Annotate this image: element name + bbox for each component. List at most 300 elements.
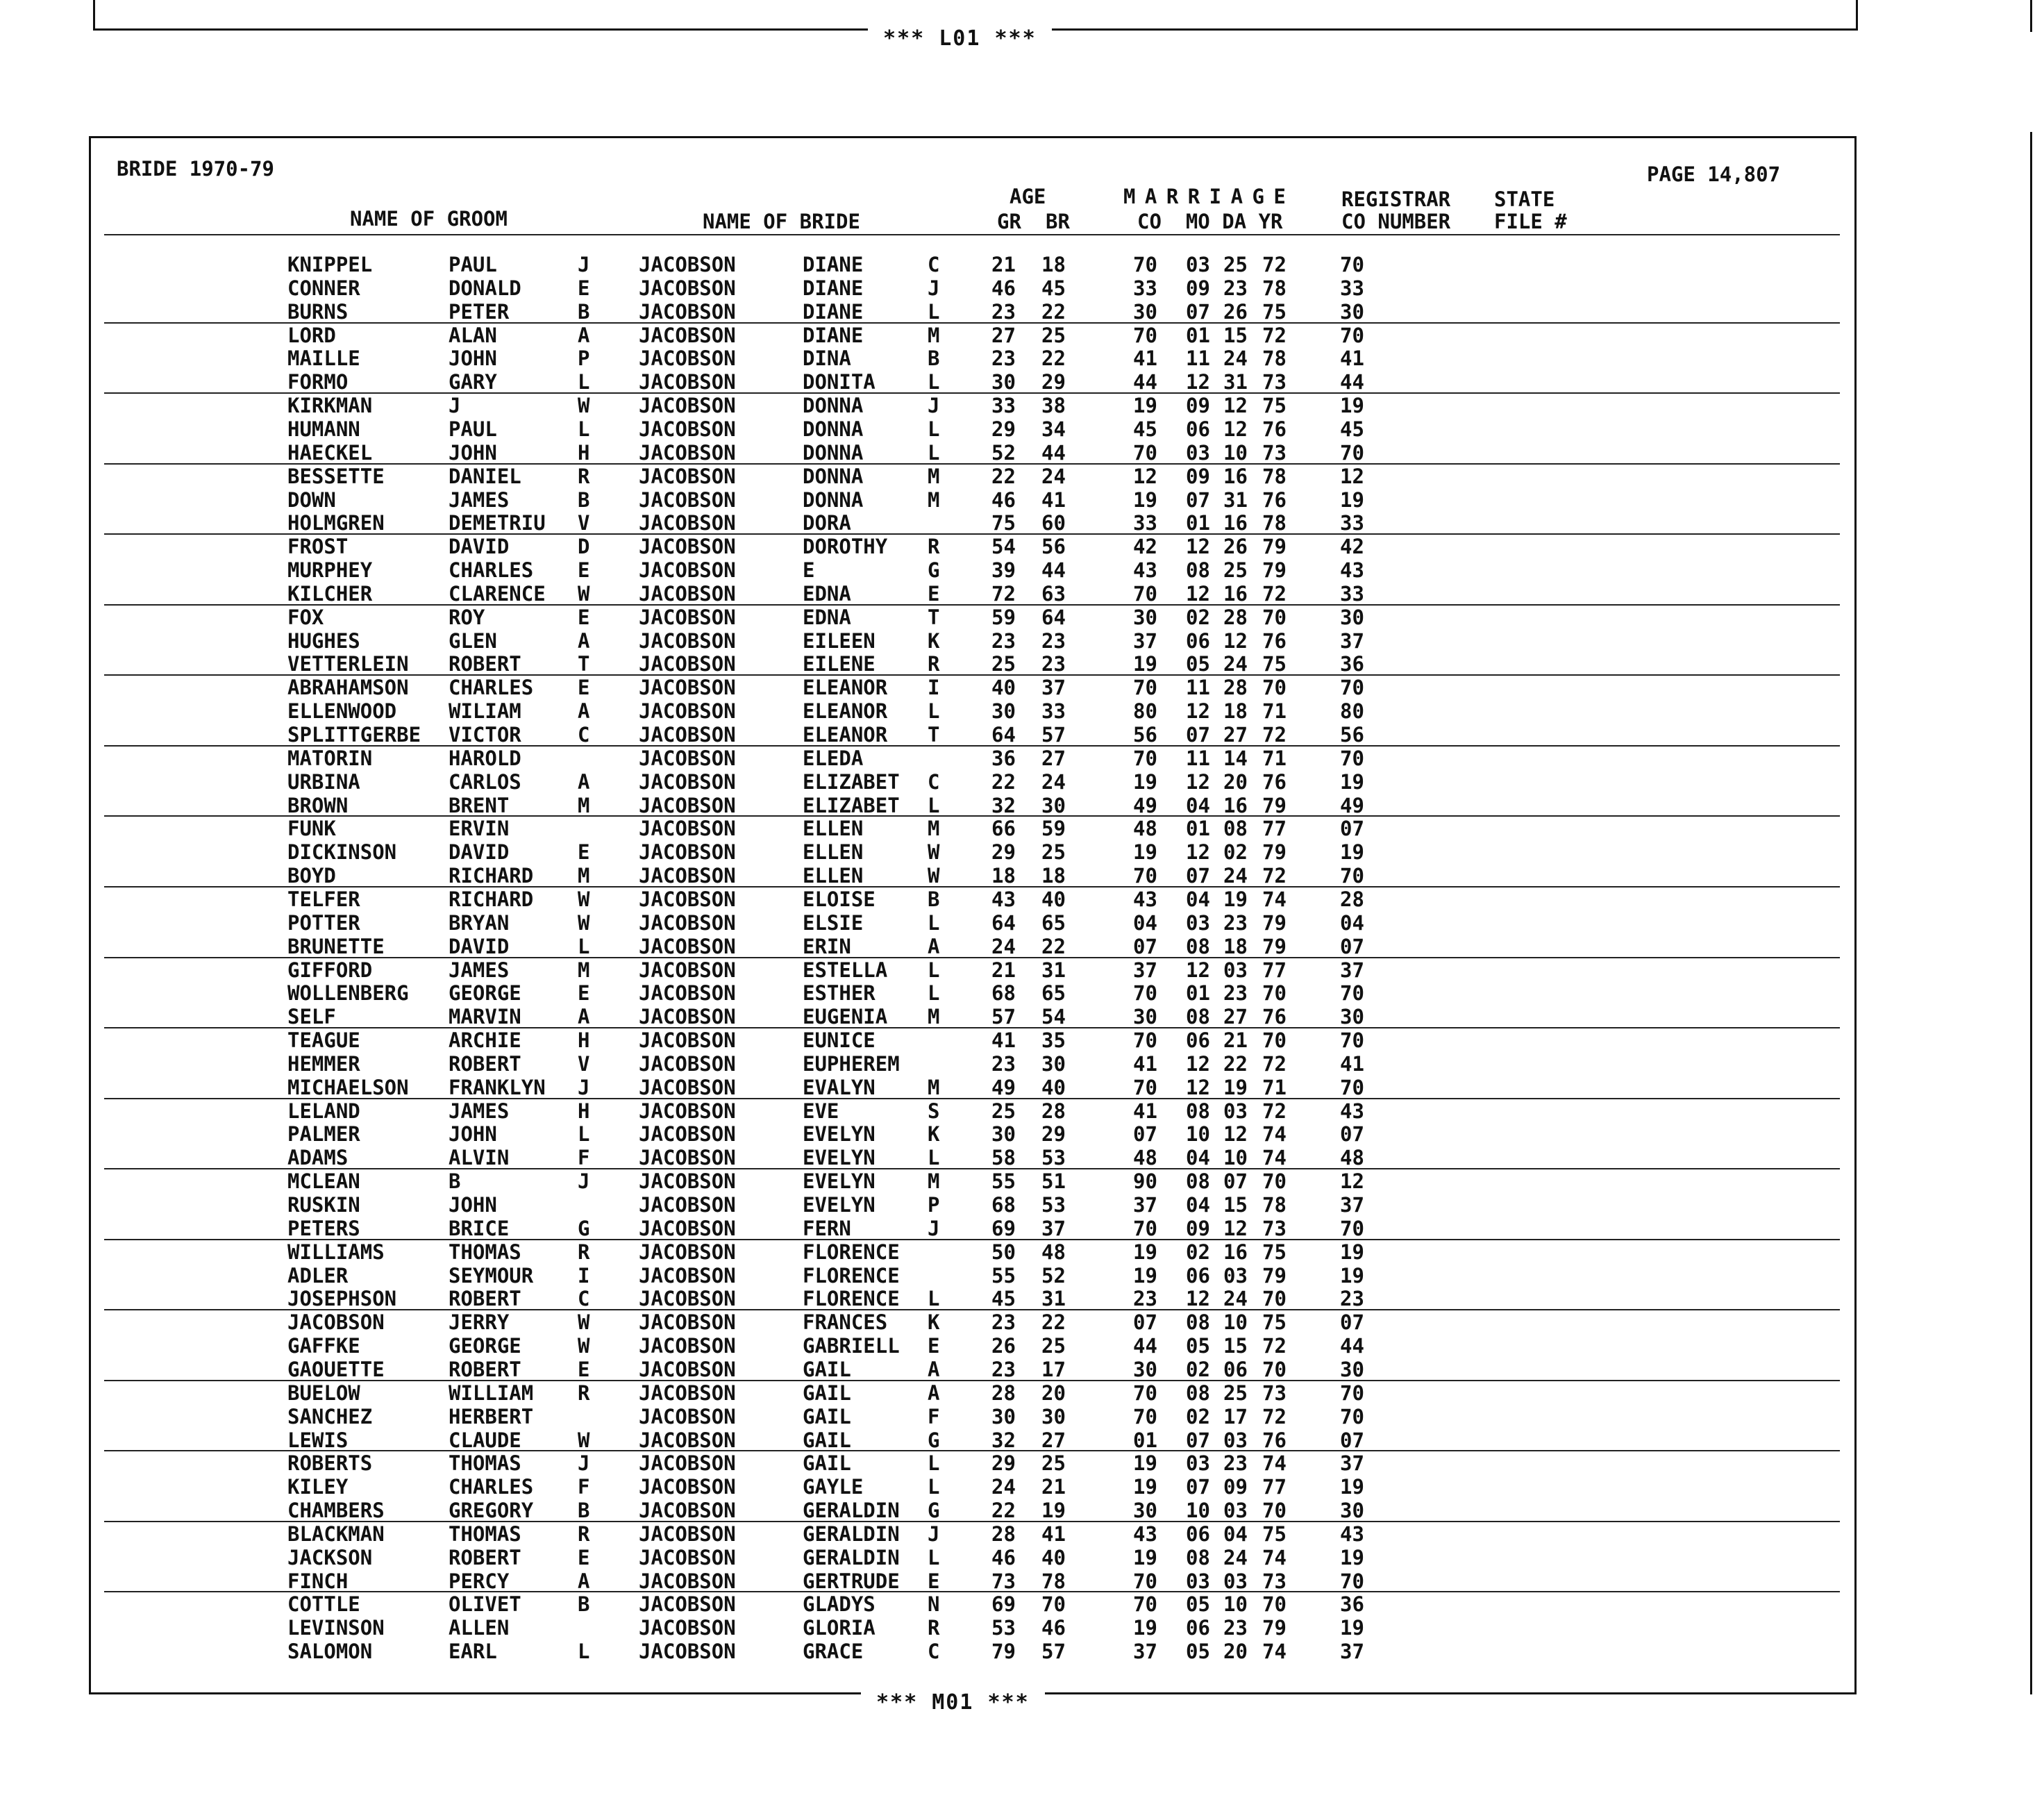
bride-initial: I	[928, 676, 940, 700]
marriage-month: 01	[1186, 981, 1210, 1006]
marriage-month: 02	[1186, 1357, 1210, 1381]
marriage-year: 78	[1262, 464, 1287, 488]
bride-last-name: JACOBSON	[639, 1005, 736, 1029]
marriage-month: 12	[1186, 1051, 1210, 1076]
marriage-year: 76	[1262, 1005, 1287, 1029]
groom-age: 69	[991, 1216, 1016, 1240]
groom-last-name: GAOUETTE	[287, 1357, 385, 1381]
marriage-county: 37	[1133, 1193, 1157, 1217]
groom-first-name: HERBERT	[449, 1404, 534, 1428]
bride-age: 78	[1041, 1569, 1066, 1593]
bride-age: 60	[1041, 511, 1066, 535]
groom-age: 72	[991, 581, 1016, 606]
bride-age: 35	[1041, 1028, 1066, 1053]
marriage-month: 03	[1186, 440, 1210, 465]
groom-last-name: ADAMS	[287, 1146, 349, 1170]
groom-initial: W	[578, 1334, 590, 1358]
page-number: PAGE 14,807	[1647, 162, 1781, 186]
groom-last-name: PETERS	[287, 1216, 360, 1240]
groom-initial: J	[578, 253, 590, 276]
groom-first-name: GARY	[449, 370, 497, 394]
marriage-year: 78	[1262, 276, 1287, 300]
registrar-county: 43	[1340, 1522, 1364, 1546]
bride-last-name: JACOBSON	[639, 958, 736, 982]
groom-age: 68	[991, 1193, 1016, 1217]
marriage-county: 70	[1133, 253, 1157, 276]
marriage-day: 21	[1223, 1028, 1248, 1053]
bride-initial: W	[928, 840, 940, 865]
marriage-month: 07	[1186, 1475, 1210, 1499]
bride-first-name: DONNA	[803, 394, 864, 418]
groom-last-name: SELF	[287, 1005, 336, 1029]
groom-initial: R	[578, 464, 590, 488]
marriage-day: 24	[1223, 864, 1248, 888]
groom-age: 29	[991, 417, 1016, 441]
groom-last-name: CONNER	[287, 276, 360, 300]
bride-first-name: GAIL	[803, 1381, 851, 1405]
bride-first-name: ELEDA	[803, 746, 864, 770]
marriage-year: 72	[1262, 253, 1287, 276]
groom-initial: H	[578, 440, 590, 465]
marriage-county: 48	[1133, 817, 1157, 841]
marriage-month: 02	[1186, 1404, 1210, 1428]
groom-age: 32	[991, 793, 1016, 817]
groom-initial: A	[578, 1569, 590, 1593]
registrar-county: 19	[1340, 1545, 1364, 1569]
marriage-month: 12	[1186, 370, 1210, 394]
marriage-day: 10	[1223, 1592, 1248, 1617]
marriage-county: 70	[1133, 1075, 1157, 1099]
marriage-county: 45	[1133, 417, 1157, 441]
marriage-day: 20	[1223, 769, 1248, 794]
groom-age: 64	[991, 910, 1016, 935]
bride-age: 54	[1041, 1005, 1066, 1029]
bride-last-name: JACOBSON	[639, 1310, 736, 1335]
marriage-county: 44	[1133, 1334, 1157, 1358]
marriage-day: 12	[1223, 394, 1248, 418]
bride-last-name: JACOBSON	[639, 464, 736, 488]
groom-last-name: ELLENWOOD	[287, 699, 397, 724]
registrar-county: 70	[1340, 1569, 1364, 1593]
bride-last-name: JACOBSON	[639, 864, 736, 888]
groom-age: 52	[991, 440, 1016, 465]
bride-first-name: FLORENCE	[803, 1263, 900, 1288]
marriage-year: 77	[1262, 1475, 1287, 1499]
bride-initial: L	[928, 910, 940, 935]
registrar-county: 70	[1340, 1075, 1364, 1099]
marriage-county: 33	[1133, 511, 1157, 535]
marriage-county: 48	[1133, 1146, 1157, 1170]
bride-last-name: JACOBSON	[639, 394, 736, 418]
groom-last-name: WILLIAMS	[287, 1240, 385, 1264]
marriage-day: 18	[1223, 699, 1248, 724]
bride-first-name: DIANE	[803, 299, 864, 324]
groom-initial: J	[578, 1451, 590, 1476]
marriage-year: 74	[1262, 887, 1287, 911]
registrar-county: 37	[1340, 1193, 1364, 1217]
bride-first-name: EVELYN	[803, 1169, 876, 1194]
marriage-county: 30	[1133, 299, 1157, 324]
groom-last-name: FOX	[287, 605, 324, 629]
registrar-county: 30	[1340, 299, 1364, 324]
top-page-marker: *** L01 ***	[868, 26, 1052, 51]
groom-first-name: BRYAN	[449, 910, 510, 935]
marriage-county: 80	[1133, 699, 1157, 724]
marriage-year: 76	[1262, 628, 1287, 653]
marriage-year: 72	[1262, 1334, 1287, 1358]
bride-last-name: JACOBSON	[639, 1592, 736, 1617]
bride-first-name: GAIL	[803, 1357, 851, 1381]
marriage-month: 06	[1186, 417, 1210, 441]
bride-first-name: GERALDIN	[803, 1522, 900, 1546]
groom-first-name: VICTOR	[449, 723, 521, 747]
groom-last-name: LEVINSON	[287, 1616, 385, 1640]
marriage-county: 70	[1133, 1592, 1157, 1617]
bride-first-name: GAYLE	[803, 1475, 864, 1499]
marriage-year: 71	[1262, 746, 1287, 770]
registrar-county: 48	[1340, 1146, 1364, 1170]
bride-age: 25	[1041, 1451, 1066, 1476]
bride-last-name: JACOBSON	[639, 1263, 736, 1288]
groom-last-name: MURPHEY	[287, 558, 373, 583]
bride-age: 27	[1041, 1428, 1066, 1452]
bride-first-name: GERALDIN	[803, 1545, 900, 1569]
groom-first-name: ALVIN	[449, 1146, 510, 1170]
group-separator	[104, 1591, 1840, 1592]
groom-last-name: HEMMER	[287, 1051, 360, 1076]
groom-first-name: PAUL	[449, 253, 497, 276]
bride-age: 33	[1041, 699, 1066, 724]
groom-initial: H	[578, 1099, 590, 1123]
marriage-county: 19	[1133, 840, 1157, 865]
registrar-county: 70	[1340, 676, 1364, 700]
registrar-county: 70	[1340, 440, 1364, 465]
groom-initial: C	[578, 723, 590, 747]
marriage-day: 08	[1223, 817, 1248, 841]
groom-first-name: ROBERT	[449, 652, 521, 676]
bride-age: 22	[1041, 299, 1066, 324]
groom-first-name: JOHN	[449, 440, 497, 465]
groom-first-name: ALLEN	[449, 1616, 510, 1640]
registrar-county: 80	[1340, 699, 1364, 724]
group-separator	[104, 322, 1840, 324]
bride-first-name: ELLEN	[803, 864, 864, 888]
marriage-month: 12	[1186, 769, 1210, 794]
marriage-month: 12	[1186, 699, 1210, 724]
marriage-month: 08	[1186, 934, 1210, 958]
groom-first-name: ROBERT	[449, 1357, 521, 1381]
bride-first-name: EVELYN	[803, 1146, 876, 1170]
marriage-day: 20	[1223, 1640, 1248, 1664]
marriage-day: 24	[1223, 347, 1248, 371]
bride-age: 30	[1041, 1404, 1066, 1428]
marriage-year: 70	[1262, 1357, 1287, 1381]
groom-last-name: FROST	[287, 535, 349, 559]
registrar-county: 70	[1340, 1216, 1364, 1240]
marriage-year: 74	[1262, 1640, 1287, 1664]
marriage-year: 79	[1262, 1263, 1287, 1288]
groom-first-name: BRICE	[449, 1216, 510, 1240]
bride-age: 40	[1041, 887, 1066, 911]
state-header: STATE	[1494, 188, 1555, 211]
groom-age: 23	[991, 347, 1016, 371]
marriage-county: 44	[1133, 370, 1157, 394]
groom-first-name: WILLIAM	[449, 1381, 534, 1405]
groom-first-name: JAMES	[449, 488, 510, 512]
marriage-month: 12	[1186, 535, 1210, 559]
registrar-county: 12	[1340, 1169, 1364, 1194]
group-separator	[104, 1168, 1840, 1169]
bride-age: 57	[1041, 1640, 1066, 1664]
bride-last-name: JACOBSON	[639, 840, 736, 865]
bride-last-name: JACOBSON	[639, 1616, 736, 1640]
marriage-county: 70	[1133, 1381, 1157, 1405]
bride-first-name: ELEANOR	[803, 676, 888, 700]
groom-age: 26	[991, 1334, 1016, 1358]
bride-last-name: JACOBSON	[639, 1051, 736, 1076]
marriage-month: 10	[1186, 1122, 1210, 1147]
groom-last-name: LEWIS	[287, 1428, 349, 1452]
marriage-month: 03	[1186, 910, 1210, 935]
registrar-county: 45	[1340, 417, 1364, 441]
marriage-month: 12	[1186, 1075, 1210, 1099]
bride-age: 34	[1041, 417, 1066, 441]
bride-initial: K	[928, 628, 940, 653]
marriage-day: 03	[1223, 1263, 1248, 1288]
marriage-year: 79	[1262, 793, 1287, 817]
bride-initial: S	[928, 1099, 940, 1123]
groom-first-name: CHARLES	[449, 1475, 534, 1499]
groom-age: 58	[991, 1146, 1016, 1170]
bride-initial: M	[928, 1075, 940, 1099]
groom-first-name: CHARLES	[449, 558, 534, 583]
bride-initial: E	[928, 1334, 940, 1358]
bride-last-name: JACOBSON	[639, 1404, 736, 1428]
bride-first-name: ELEANOR	[803, 723, 888, 747]
groom-initial: F	[578, 1475, 590, 1499]
bride-last-name: JACOBSON	[639, 1475, 736, 1499]
marriage-county: 30	[1133, 1005, 1157, 1029]
bride-initial: L	[928, 1146, 940, 1170]
marriage-day: 23	[1223, 910, 1248, 935]
groom-first-name: DONALD	[449, 276, 521, 300]
marriage-county: 37	[1133, 1640, 1157, 1664]
marriage-day: 24	[1223, 1287, 1248, 1311]
bride-initial: M	[928, 488, 940, 512]
marriage-year: 75	[1262, 299, 1287, 324]
groom-age: 54	[991, 535, 1016, 559]
bride-age: 48	[1041, 1240, 1066, 1264]
marriage-month: 06	[1186, 1616, 1210, 1640]
registrar-county: 19	[1340, 769, 1364, 794]
marriage-year: 70	[1262, 676, 1287, 700]
registrar-county: 70	[1340, 1381, 1364, 1405]
marriage-county: 37	[1133, 958, 1157, 982]
marriage-year: 73	[1262, 1381, 1287, 1405]
header-rule	[104, 234, 1840, 235]
marriage-month: 02	[1186, 605, 1210, 629]
registrar-county: 42	[1340, 535, 1364, 559]
marriage-header: M A R R I A G E	[1123, 185, 1286, 208]
marriage-year: 76	[1262, 488, 1287, 512]
groom-last-name: VETTERLEIN	[287, 652, 409, 676]
groom-first-name: JOHN	[449, 1193, 497, 1217]
bride-initial: E	[928, 1569, 940, 1593]
marriage-year: 72	[1262, 1099, 1287, 1123]
registrar-county: 07	[1340, 817, 1364, 841]
groom-age: 30	[991, 1404, 1016, 1428]
marriage-year: 76	[1262, 1428, 1287, 1452]
groom-initial: L	[578, 1640, 590, 1664]
bride-last-name: JACOBSON	[639, 1451, 736, 1476]
groom-initial: L	[578, 1122, 590, 1147]
bride-first-name: FLORENCE	[803, 1287, 900, 1311]
groom-initial: B	[578, 488, 590, 512]
bride-age: 22	[1041, 1310, 1066, 1335]
marriage-month: 08	[1186, 1545, 1210, 1569]
groom-last-name: COTTLE	[287, 1592, 360, 1617]
bride-initial: L	[928, 440, 940, 465]
bride-first-name: EUGENIA	[803, 1005, 888, 1029]
bride-last-name: JACOBSON	[639, 1381, 736, 1405]
groom-last-name: HUGHES	[287, 628, 360, 653]
marriage-county: 12	[1133, 464, 1157, 488]
bride-first-name: EDNA	[803, 605, 851, 629]
marriage-day: 16	[1223, 1240, 1248, 1264]
marriage-day: 19	[1223, 1075, 1248, 1099]
marriage-day: 10	[1223, 1146, 1248, 1170]
bride-age: 65	[1041, 910, 1066, 935]
groom-initial: L	[578, 417, 590, 441]
bride-last-name: JACOBSON	[639, 511, 736, 535]
marriage-day: 31	[1223, 488, 1248, 512]
groom-last-name: LELAND	[287, 1099, 360, 1123]
groom-age: 24	[991, 1475, 1016, 1499]
groom-age: 57	[991, 1005, 1016, 1029]
groom-last-name: DICKINSON	[287, 840, 397, 865]
age-gr-header: GR	[997, 210, 1021, 233]
marriage-county: 19	[1133, 1451, 1157, 1476]
groom-initial: V	[578, 1051, 590, 1076]
marriage-county: 19	[1133, 488, 1157, 512]
group-separator	[104, 815, 1840, 817]
bride-last-name: JACOBSON	[639, 253, 736, 276]
bride-first-name: GAIL	[803, 1404, 851, 1428]
groom-last-name: BURNS	[287, 299, 349, 324]
bride-age: 20	[1041, 1381, 1066, 1405]
marriage-year: 78	[1262, 1193, 1287, 1217]
bride-last-name: JACOBSON	[639, 817, 736, 841]
bride-initial: L	[928, 793, 940, 817]
groom-last-name: BRUNETTE	[287, 934, 385, 958]
bride-first-name: EVELYN	[803, 1193, 876, 1217]
marriage-day: 27	[1223, 723, 1248, 747]
bride-last-name: JACOBSON	[639, 276, 736, 300]
marriage-day: 25	[1223, 1381, 1248, 1405]
marriage-year: 76	[1262, 417, 1287, 441]
groom-initial: J	[578, 1169, 590, 1194]
marriage-day: 03	[1223, 1499, 1248, 1523]
marriage-day: 18	[1223, 934, 1248, 958]
marriage-day: 28	[1223, 605, 1248, 629]
bride-first-name: ELIZABET	[803, 769, 900, 794]
marriage-month: 09	[1186, 464, 1210, 488]
groom-initial: L	[578, 934, 590, 958]
registrar-county: 49	[1340, 793, 1364, 817]
bride-first-name: DONNA	[803, 464, 864, 488]
groom-first-name: RICHARD	[449, 887, 534, 911]
registrar-county: 44	[1340, 1334, 1364, 1358]
marriage-county: 42	[1133, 535, 1157, 559]
bride-initial: L	[928, 1475, 940, 1499]
bride-age: 52	[1041, 1263, 1066, 1288]
bride-age: 22	[1041, 347, 1066, 371]
marriage-county: 37	[1133, 628, 1157, 653]
bride-initial: G	[928, 558, 940, 583]
groom-first-name: CARLOS	[449, 769, 521, 794]
bride-age: 31	[1041, 1287, 1066, 1311]
marriage-day: 03	[1223, 1569, 1248, 1593]
marriage-year: 75	[1262, 1522, 1287, 1546]
registrar-county: 70	[1340, 981, 1364, 1006]
bride-initial: J	[928, 1216, 940, 1240]
marriage-year: 75	[1262, 1310, 1287, 1335]
marriage-county: 70	[1133, 1404, 1157, 1428]
registrar-county: 43	[1340, 558, 1364, 583]
groom-initial: A	[578, 323, 590, 347]
bride-last-name: JACOBSON	[639, 1146, 736, 1170]
groom-last-name: GAFFKE	[287, 1334, 360, 1358]
groom-name-header: NAME OF GROOM	[350, 207, 508, 231]
bride-first-name: DONNA	[803, 488, 864, 512]
marriage-day: 15	[1223, 1193, 1248, 1217]
marriage-day: 16	[1223, 464, 1248, 488]
groom-last-name: CHAMBERS	[287, 1499, 385, 1523]
marriage-county: 70	[1133, 1569, 1157, 1593]
marriage-year: 77	[1262, 817, 1287, 841]
bride-first-name: DIANE	[803, 276, 864, 300]
marriage-month: 04	[1186, 1146, 1210, 1170]
registrar-county: 28	[1340, 887, 1364, 911]
groom-age: 29	[991, 1451, 1016, 1476]
registrar-county: 19	[1340, 1475, 1364, 1499]
groom-first-name: MARVIN	[449, 1005, 521, 1029]
bride-first-name: DIANE	[803, 323, 864, 347]
groom-last-name: MATORIN	[287, 746, 373, 770]
groom-initial: A	[578, 699, 590, 724]
groom-first-name: ROBERT	[449, 1545, 521, 1569]
groom-first-name: JAMES	[449, 1099, 510, 1123]
marriage-month: 11	[1186, 746, 1210, 770]
bride-age: 17	[1041, 1357, 1066, 1381]
bride-age: 46	[1041, 1616, 1066, 1640]
bride-initial: G	[928, 1499, 940, 1523]
groom-last-name: SALOMON	[287, 1640, 373, 1664]
registrar-county: 33	[1340, 511, 1364, 535]
groom-first-name: ROBERT	[449, 1051, 521, 1076]
groom-last-name: BESSETTE	[287, 464, 385, 488]
groom-first-name: ERVIN	[449, 817, 510, 841]
marriage-day: 22	[1223, 1051, 1248, 1076]
bride-age: 44	[1041, 558, 1066, 583]
marriage-month: 05	[1186, 652, 1210, 676]
groom-initial: E	[578, 1357, 590, 1381]
groom-first-name: GLEN	[449, 628, 497, 653]
groom-first-name: WILIAM	[449, 699, 521, 724]
groom-first-name: GEORGE	[449, 1334, 521, 1358]
bride-initial: M	[928, 817, 940, 841]
bride-age: 19	[1041, 1499, 1066, 1523]
